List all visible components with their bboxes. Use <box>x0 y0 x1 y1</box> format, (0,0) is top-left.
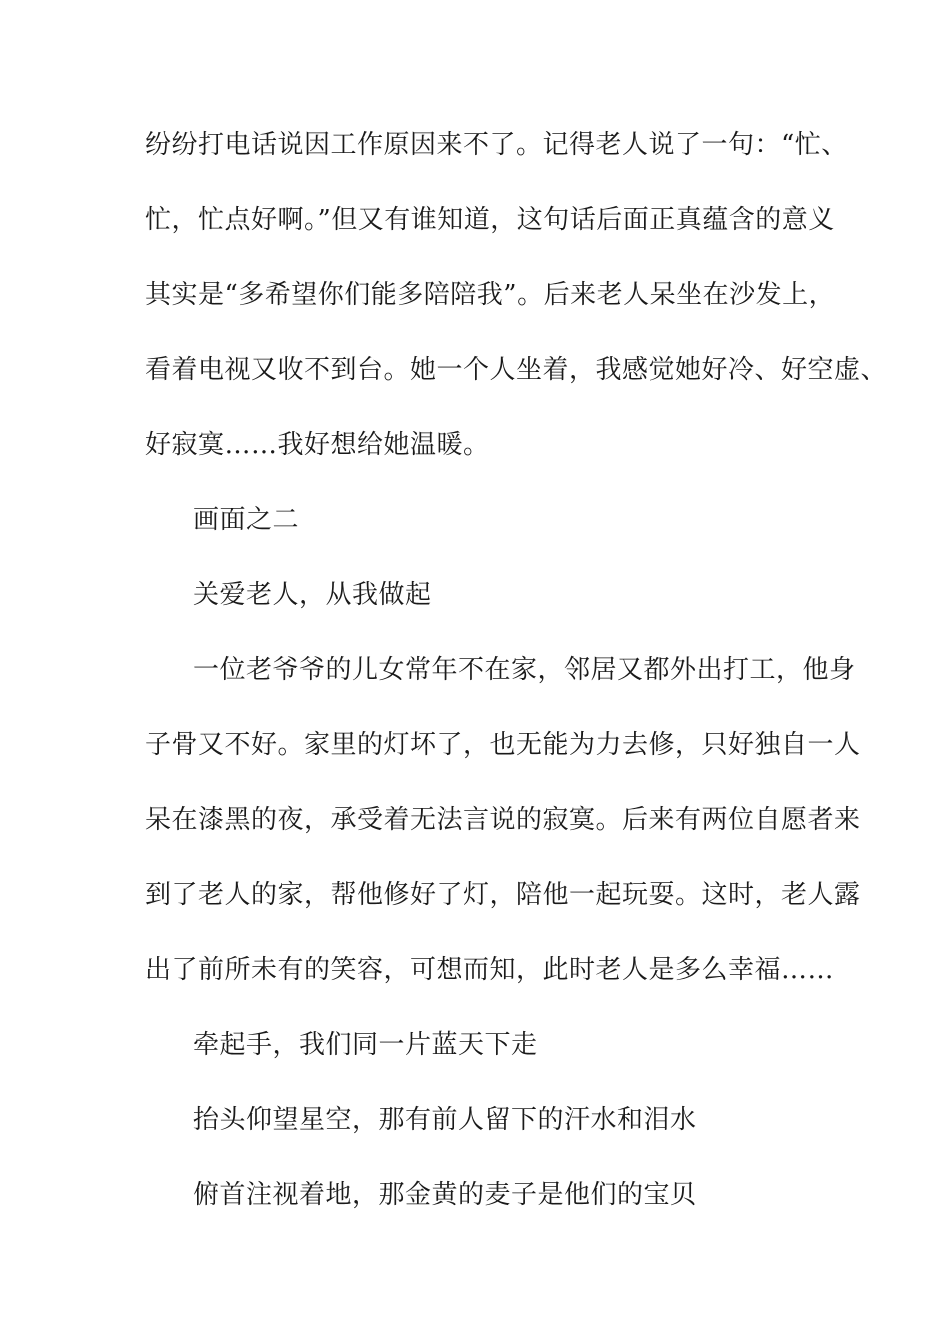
text-line: 好寂寞……我好想给她温暖。 <box>145 430 490 460</box>
text-line: 其实是“多希望你们能多陪陪我”。后来老人呆坐在沙发上， <box>145 280 836 310</box>
text-line: 忙，忙点好啊。”但又有谁知道，这句话后面正真蕴含的意义 <box>145 205 835 235</box>
poem-line: 抬头仰望星空，那有前人留下的汗水和泪水 <box>193 1105 697 1135</box>
text-line: 纷纷打电话说因工作原因来不了。记得老人说了一句：“忙、 <box>145 130 848 160</box>
section-heading: 画面之二 <box>193 505 300 535</box>
text-line: 看着电视又收不到台。她一个人坐着，我感觉她好冷、好空虚、 <box>145 355 888 385</box>
paragraph-start-line: 一位老爷爷的儿女常年不在家，邻居又都外出打工，他身 <box>193 655 856 685</box>
text-line: 子骨又不好。家里的灯坏了，也无能为力去修，只好独自一人 <box>145 730 861 760</box>
poem-line: 牵起手，我们同一片蓝天下走 <box>193 1030 538 1060</box>
text-line: 出了前所未有的笑容，可想而知，此时老人是多么幸福…… <box>145 955 835 985</box>
text-line: 呆在漆黑的夜，承受着无法言说的寂寞。后来有两位自愿者来 <box>145 805 861 835</box>
section-subheading: 关爱老人，从我做起 <box>193 580 432 610</box>
text-line: 到了老人的家，帮他修好了灯，陪他一起玩耍。这时，老人露 <box>145 880 861 910</box>
poem-line: 俯首注视着地，那金黄的麦子是他们的宝贝 <box>193 1180 697 1210</box>
